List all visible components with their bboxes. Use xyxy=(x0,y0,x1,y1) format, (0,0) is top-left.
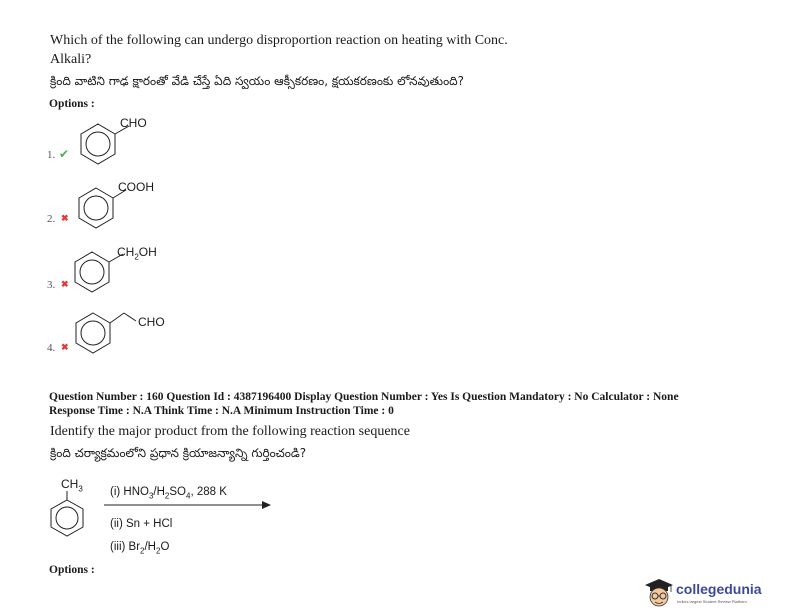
option-4-number: 4. xyxy=(47,342,56,354)
reagent-step-3: (iii) $Br_2/H_2O$ xyxy=(110,541,170,556)
q1-telugu-text: క్రింది వాటిని గాఢ క్షారంతో వేడి చేస్తే ఏది స్వయం ఆక్సీకరణం, క్షయకరణంకు లోనవుతుంది? xyxy=(50,74,464,88)
question-meta-line2: Response Time : N.A Think Time : N.A Minimum Instruction Time : 0 xyxy=(49,405,394,417)
option-1-number: 1. xyxy=(47,149,56,161)
logo-name: collegedunia xyxy=(676,581,762,597)
option-1-group-label: CHO xyxy=(120,116,147,130)
option-3-number: 3. xyxy=(47,279,56,291)
check-icon: ✔ xyxy=(59,147,70,161)
q1-options-label: Options : xyxy=(49,98,95,110)
q1-text-line1: Which of the following can undergo disproportion reaction on heating with Conc. xyxy=(50,33,508,48)
option-2-number: 2. xyxy=(47,213,56,225)
collegedunia-logo xyxy=(642,578,788,608)
question-meta-line1: Question Number : 160 Question Id : 4387196400 Display Question Number : Yes Is Question Mandatory : No Calculator : None xyxy=(49,391,679,403)
q2-options-label: Options : xyxy=(49,564,95,576)
option-4-group-label: CHO xyxy=(138,315,165,329)
reagent-step-1: (i) $HNO_3/H_2SO_4$, 288 K xyxy=(110,486,227,501)
q2-telugu-text: క్రింది చర్యాక్రమంలోని ప్రధాన క్రియాజన్యాన్ని గుర్తించండి? xyxy=(50,446,307,460)
q1-text-line2: Alkali? xyxy=(50,52,92,67)
option-3-group-label: $CH_2OH$ xyxy=(117,245,157,262)
cross-icon: ✖ xyxy=(61,279,69,289)
toluene-substituent-label: $CH_3$ xyxy=(61,477,83,494)
q2-text: Identify the major product from the following reaction sequence xyxy=(50,424,410,439)
graduate-mascot-icon xyxy=(642,578,676,608)
option-2-group-label: COOH xyxy=(118,180,154,194)
logo-tagline: India's largest Student Review Platform xyxy=(677,599,747,604)
cross-icon: ✖ xyxy=(61,342,69,352)
cross-icon: ✖ xyxy=(61,213,69,223)
reagent-step-2: (ii) Sn + HCl xyxy=(110,518,173,530)
